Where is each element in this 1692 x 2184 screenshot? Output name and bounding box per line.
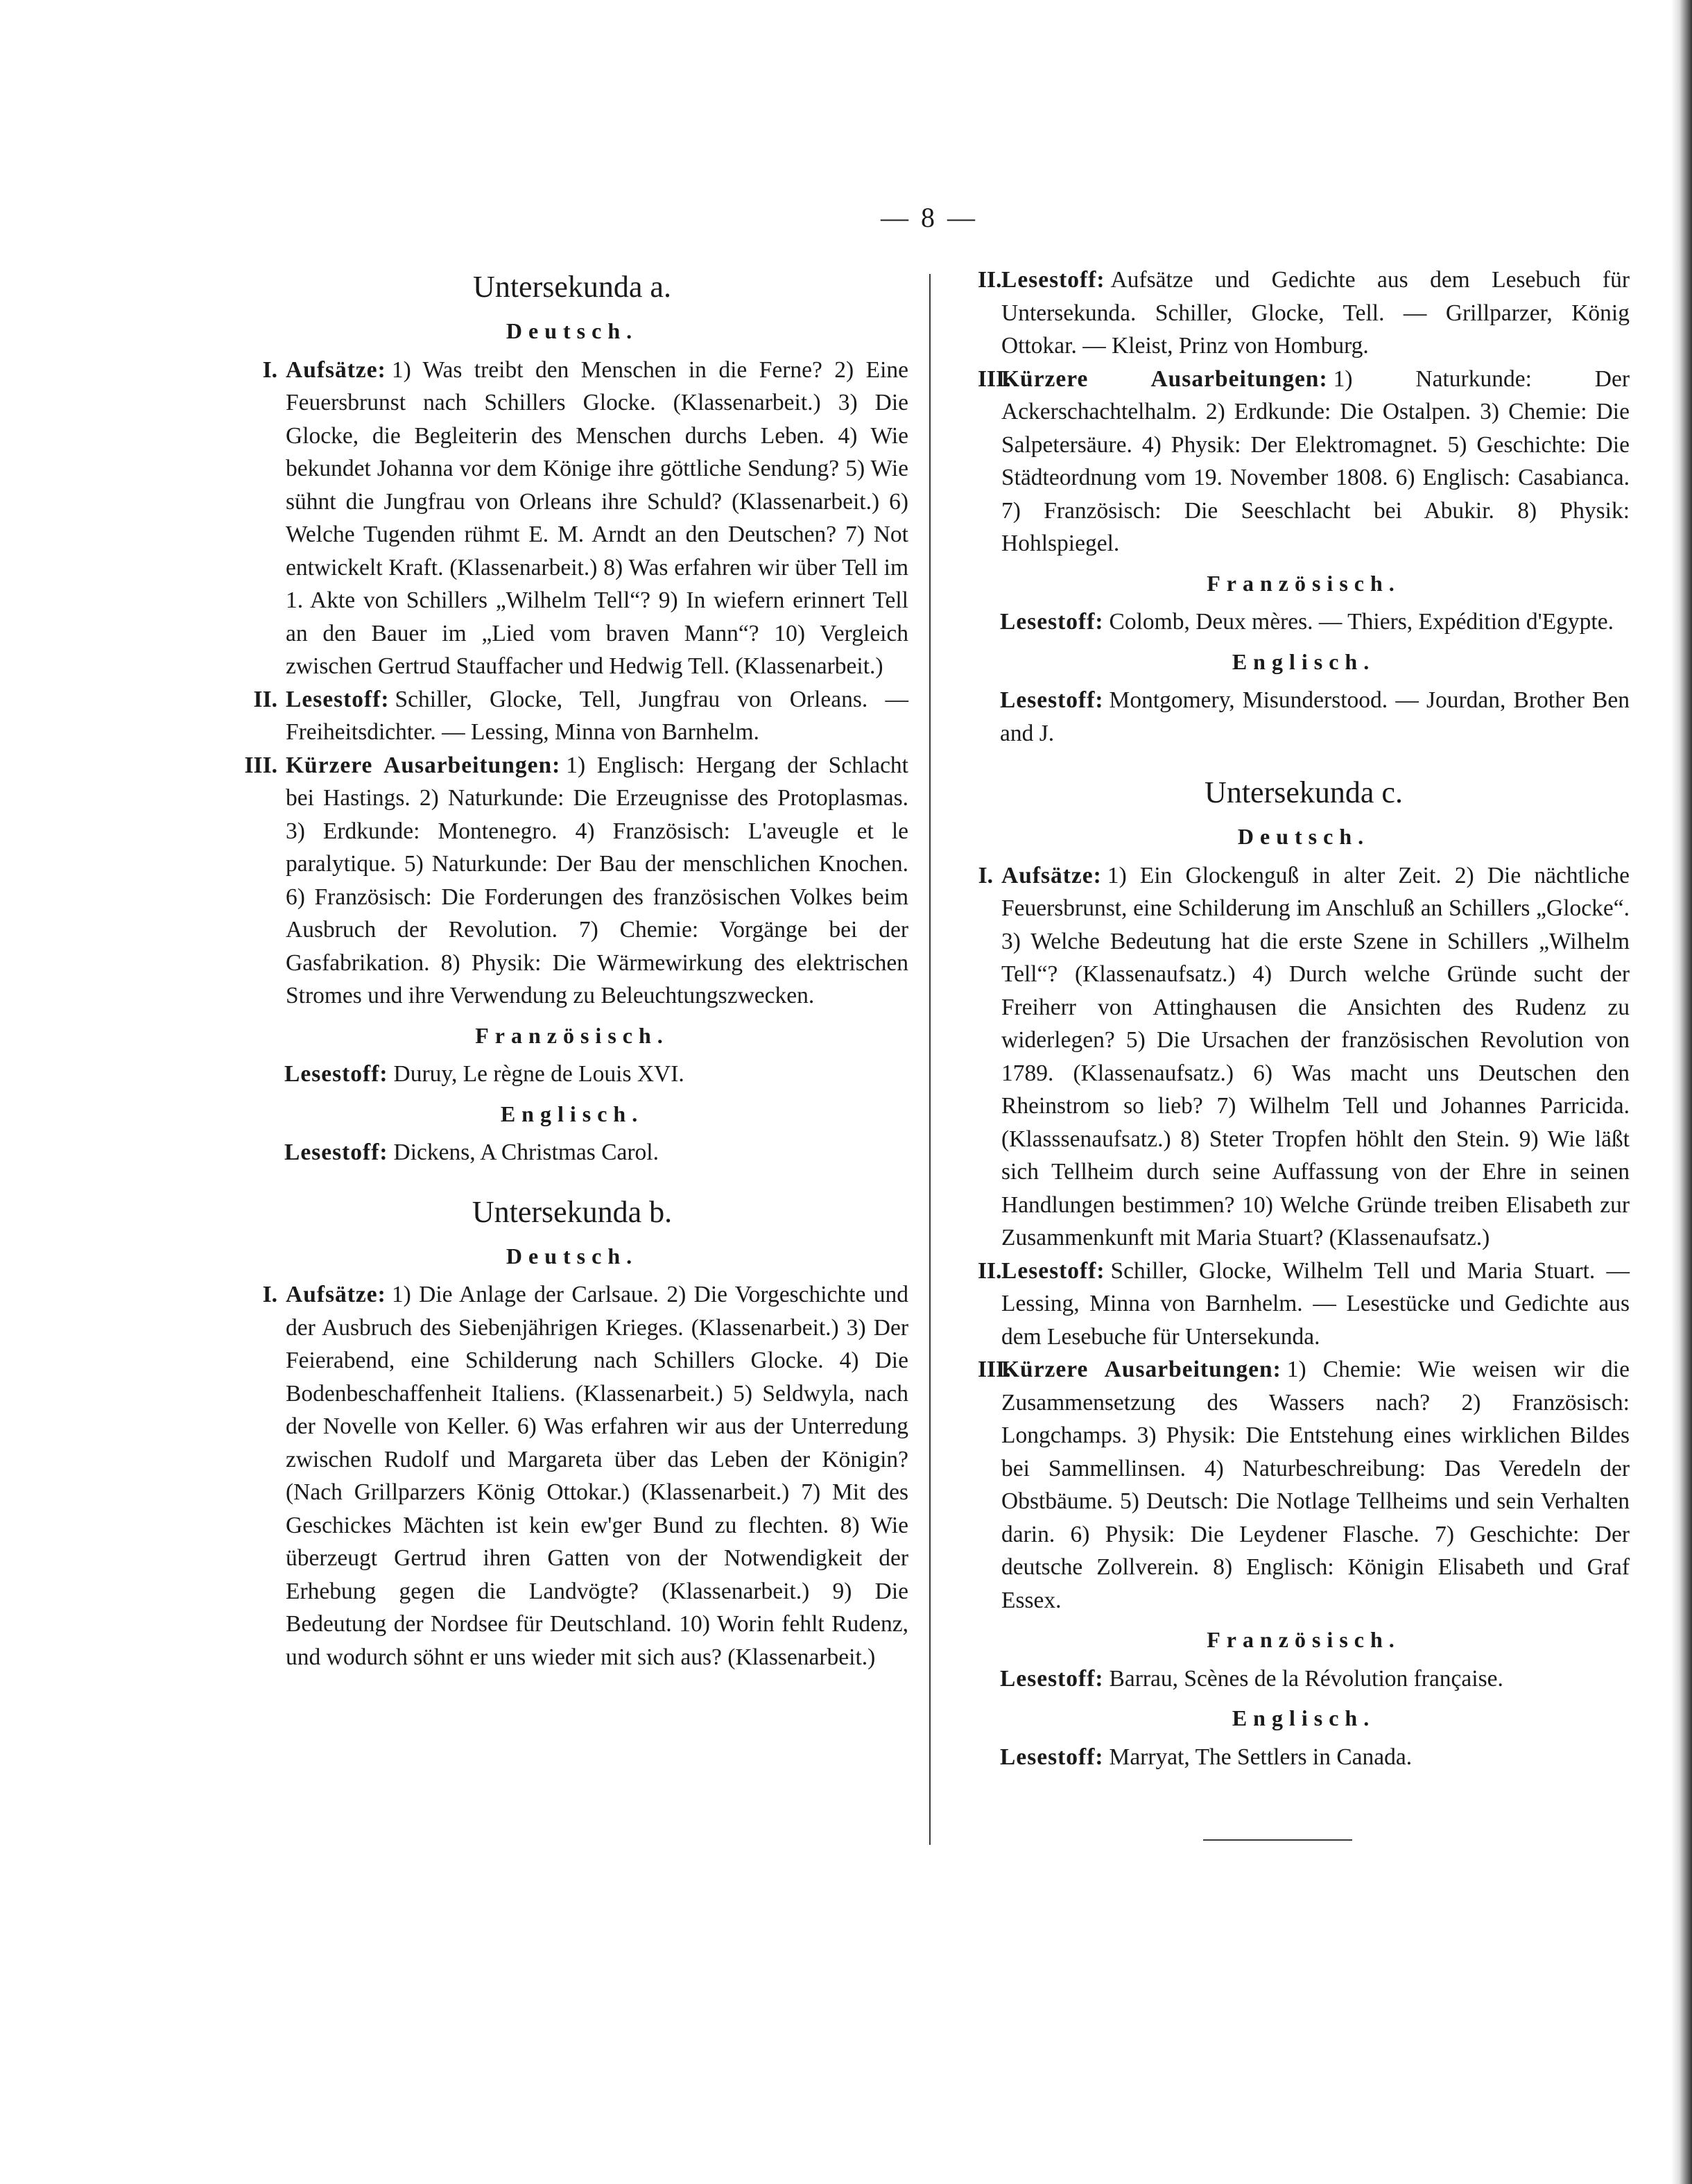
item-text: Schiller, Glocke, Tell, Jungfrau von Orleans. — Freiheitsdichter. — Lessing, Minna von Barnhelm. [286,686,908,745]
scan-edge-shadow [1671,0,1692,2184]
subject-heading-franzoesisch: Französisch. [1207,570,1401,596]
item-label: Lesestoff: [284,1061,388,1087]
item-label: Lesestoff: [1001,267,1105,293]
roman-numeral: I. [978,862,993,888]
roman-numeral: II. [978,1257,1002,1284]
end-rule [1203,1839,1352,1841]
item-label: Lesestoff: [1001,1257,1105,1284]
item-aufsaetze [236,1278,908,1674]
column-divider [929,274,931,1845]
lesestoff-franzoesisch [236,1058,908,1091]
item-text: 1) Die Anlage der Carlsaue. 2) Die Vorgeschichte und der Ausbruch des Siebenjährigen Krieges. (Klassenarbeit.) 3) Der Feierabend, eine Schilderung nach Schillers Glocke. 4) Die Bodenbeschaffenheit Italiens. (Klassenarbeit.) 5) Seldwyla, nach der Novelle von Keller. 6) Was erfahren wir aus der Unterredung zwischen Rudolf und Margareta über das Leben der Königin? (Nach Grillparzers König Ottokar.) (Klassenarbeit.) 7) Mit des Geschickes Mächten ist kein ew'ger Bund zu flechten. 8) Wie überzeugt Gertrud ihren Gatten von der Notwendigkeit der Erhebung gegen die Landvögte? (Klassenarbeit.) 9) Die Bedeutung der Nordsee für Deutschland. 10) Worin fehlt Rudenz, und wodurch söhnt er uns wieder mit sich aus? (Klassenarbeit.) [286,1282,908,1670]
item-kuerzere-ausarbeitungen [978,363,1630,560]
item-label: Lesestoff: [286,686,390,712]
item-label: Lesestoff: [284,1140,388,1165]
subject-heading-franzoesisch: Französisch. [1207,1627,1401,1652]
lesestoff-englisch [978,684,1630,750]
lesestoff-franzoesisch [978,1662,1630,1696]
roman-numeral: II. [978,267,1002,293]
item-text: Schiller, Glocke, Wilhelm Tell und Maria Stuart. — Lessing, Minna von Barnhelm. — Lesestücke und Gedichte aus dem Lesebuche für Untersekunda. [1001,1257,1630,1350]
item-label: Lesestoff: [1000,1665,1104,1692]
item-aufsaetze [978,859,1630,1255]
left-column [236,264,908,1674]
item-text: 1) Englisch: Hergang der Schlacht bei Hastings. 2) Naturkunde: Die Erzeugnisse des Protoplasmas. 3) Erdkunde: Montenegro. 4) Französisch: L'aveugle et le paralytique. 5) Naturkunde: Der Bau der menschlichen Knochen. 6) Französisch: Die Forderungen des französischen Volkes beim Ausbruch der Revolution. 7) Chemie: Vorgänge bei der Gasfabrikation. 8) Physik: Die Wärmewirkung des elektrischen Stromes und ihre Verwendung zu Beleuchtungszwecken. [286,752,908,1008]
lesestoff-englisch [236,1136,908,1169]
subject-heading-deutsch: Deutsch. [506,318,639,343]
item-kuerzere-ausarbeitungen [236,749,908,1013]
section-title-untersekunda-a: Untersekunda a. [473,270,671,304]
roman-numeral: III. [978,366,1011,392]
item-text: 1) Chemie: Wie weisen wir die Zusammensetzung des Wassers nach? 2) Französisch: Longchamps. 3) Physik: Die Entstehung eines wirklichen Bildes bei Sammellinsen. 4) Naturbeschreibung: Das Veredeln der Obstbäume. 5) Deutsch: Die Notlage Tellheims und sein Verhalten darin. 6) Physik: Die Leydener Flasche. 7) Geschichte: Der deutsche Zollverein. 8) Englisch: Königin Elisabeth und Graf Essex. [1001,1357,1630,1613]
subject-heading-englisch: Englisch. [1232,1705,1376,1730]
item-text: Colomb, Deux mères. — Thiers, Expédition d'Egypte. [1109,609,1614,635]
item-kuerzere-ausarbeitungen [978,1353,1630,1617]
item-text: 1) Naturkunde: Der Ackerschachtelhalm. 2) Erdkunde: Die Ostalpen. 3) Chemie: Die Salpetersäure. 4) Physik: Der Elektromagnet. 5) Geschichte: Die Städteordnung vom 19. November 1808. 6) Englisch: Casabianca. 7) Französisch: Die Seeschlacht bei Abukir. 8) Physik: Hohlspiegel. [1001,366,1630,556]
item-text: Barrau, Scènes de la Révolution française. [1109,1665,1503,1692]
roman-numeral: I. [262,356,277,383]
subject-heading-franzoesisch: Französisch. [475,1022,669,1048]
item-aufsaetze [236,354,908,683]
item-lesestoff [978,1255,1630,1354]
item-lesestoff [978,264,1630,363]
item-text: Duruy, Le règne de Louis XVI. [393,1061,684,1087]
item-label: Lesestoff: [1000,1744,1104,1770]
item-label: Kürzere Ausarbeitungen: [1001,366,1328,392]
item-label: Kürzere Ausarbeitungen: [1001,1357,1281,1382]
lesestoff-englisch [978,1741,1630,1774]
item-text: 1) Was treibt den Menschen in die Ferne? 2) Eine Feuersbrunst nach Schillers Glocke. (Klassenarbeit.) 3) Die Glocke, die Begleiterin des Menschen durchs Leben. 4) Wie bekundet Johanna vor dem Könige ihre göttliche Sendung? 5) Wie sühnt die Jungfrau von Orleans ihre Schuld? (Klassenarbeit.) 6) Welche Tugenden rühmt E. M. Arndt an den Deutschen? 7) Not entwickelt Kraft. (Klassenarbeit.) 8) Was erfahren wir über Tell im 1. Akte von Schillers „Wilhelm Tell“? 9) In wiefern erinnert Tell an den Bauer im „Lied vom braven Mann“? 10) Vergleich zwischen Gertrud Stauffacher und Hedwig Tell. (Klassenarbeit.) [286,356,908,679]
section-title-untersekunda-c: Untersekunda c. [1205,775,1403,809]
item-text: Montgomery, Misunderstood. — Jourdan, Brother Ben and J. [1000,687,1630,746]
page-number: — 8 — [881,202,978,233]
item-label: Kürzere Ausarbeitungen: [286,752,561,778]
subject-heading-englisch: Englisch. [500,1101,644,1126]
item-text: Marryat, The Settlers in Canada. [1109,1744,1413,1770]
item-text: 1) Ein Glockenguß in alter Zeit. 2) Die nächtliche Feuersbrunst, eine Schilderung im Anschluß an Schillers „Glocke“. 3) Welche Bedeutung hat die erste Szene in Schillers „Wilhelm Tell“? (Klassenaufsatz.) 4) Durch welche Gründe sucht der Freiherr von Attinghausen die Ansichten des Rudenz zu widerlegen? 5) Die Ursachen der französischen Revolution von 1789. (Klassenaufsatz.) 6) Was macht uns Deutschen den Rheinstrom so lieb? 7) Wilhelm Tell und Johannes Parricida. (Klasssenaufsatz.) 8) Steter Tropfen höhlt den Stein. 9) Wie läßt sich Tellheim durch seine Auffassung von der Ehre in seinen Handlungen bestimmen? 10) Welche Gründe treiben Elisabeth zur Zusammenkunft mit Maria Stuart? (Klassenaufsatz.) [1001,862,1630,1250]
item-text: Aufsätze und Gedichte aus dem Lesebuch für Untersekunda. Schiller, Glocke, Tell. — Grillparzer, König Ottokar. — Kleist, Prinz von Homburg. [1001,267,1630,359]
lesestoff-franzoesisch [978,605,1630,639]
item-label: Lesestoff: [1000,687,1104,713]
item-label: Aufsätze: [1001,862,1102,888]
subject-heading-deutsch: Deutsch. [1237,824,1370,849]
item-text: Dickens, A Christmas Carol. [393,1140,659,1165]
subject-heading-englisch: Englisch. [1232,648,1376,674]
right-column [978,264,1630,1773]
roman-numeral: III. [978,1357,1011,1382]
item-label: Lesestoff: [1000,609,1104,635]
item-lesestoff [236,683,908,749]
roman-numeral: I. [262,1282,277,1307]
roman-numeral: III. [244,752,277,778]
subject-heading-deutsch: Deutsch. [506,1243,639,1269]
section-title-untersekunda-b: Untersekunda b. [472,1194,673,1229]
item-label: Aufsätze: [286,356,386,383]
item-label: Aufsätze: [286,1282,386,1307]
roman-numeral: II. [253,686,277,712]
